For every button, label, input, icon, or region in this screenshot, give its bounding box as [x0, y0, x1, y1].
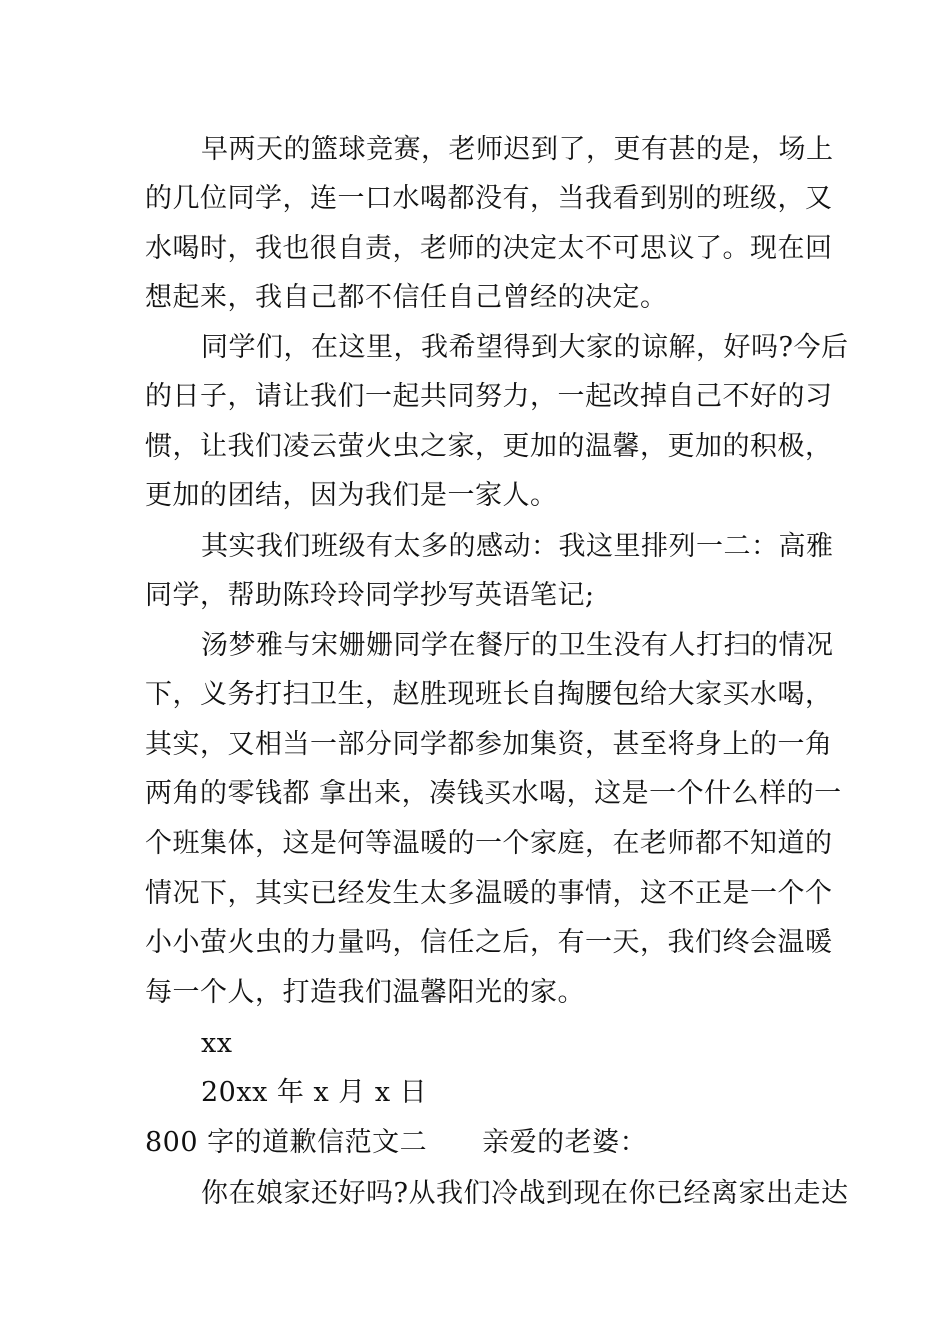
text-line-11: 汤梦雅与宋姗姗同学在餐厅的卫生没有人打扫的情况: [201, 630, 834, 661]
text-line-14: 两角的零钱都 拿出来，凑钱买水喝，这是一个什么样的一: [145, 778, 842, 809]
signature-date: 20xx 年 x 月 x 日: [201, 1077, 428, 1108]
text-line-4: 想起来，我自己都不信任自己曾经的决定。: [145, 282, 668, 313]
text-line-18: 每一个人，打造我们温馨阳光的家。: [145, 977, 585, 1008]
text-line-1: 早两天的篮球竞赛，老师迟到了，更有甚的是，场上: [201, 134, 834, 165]
text-line-2: 的几位同学，连一口水喝都没有，当我看到别的班级，又: [145, 183, 833, 214]
text-line-8: 更加的团结，因为我们是一家人。: [145, 480, 558, 511]
text-line-15: 个班集体，这是何等温暖的一个家庭，在老师都不知道的: [145, 828, 833, 859]
text-line-10: 同学，帮助陈玲玲同学抄写英语笔记;: [145, 580, 595, 611]
text-line-17: 小小萤火虫的力量吗，信任之后，有一天，我们终会温暖: [145, 927, 833, 958]
text-line-5: 同学们，在这里，我希望得到大家的谅解，好吗?今后: [201, 332, 849, 363]
signature-name: xx: [201, 1028, 233, 1059]
text-line-16: 情况下，其实已经发生太多温暖的事情，这不正是一个个: [145, 878, 833, 909]
text-line-9: 其实我们班级有太多的感动：我这里排列一二：高雅: [201, 531, 834, 562]
text-line-13: 其实，又相当一部分同学都参加集资，甚至将身上的一角: [145, 729, 833, 760]
text-line-12: 下，义务打扫卫生，赵胜现班长自掏腰包给大家买水喝，: [145, 679, 833, 710]
text-line-22: 你在娘家还好吗?从我们冷战到现在你已经离家出走达: [201, 1178, 849, 1209]
text-line-7: 惯，让我们凌云萤火虫之家，更加的温馨，更加的积极，: [145, 431, 833, 462]
text-line-3: 水喝时，我也很自责，老师的决定太不可思议了。现在回: [145, 233, 833, 264]
section-heading: 800 字的道歉信范文二 亲爱的老婆：: [145, 1127, 648, 1158]
text-line-6: 的日子，请让我们一起共同努力，一起改掉自己不好的习: [145, 381, 833, 412]
